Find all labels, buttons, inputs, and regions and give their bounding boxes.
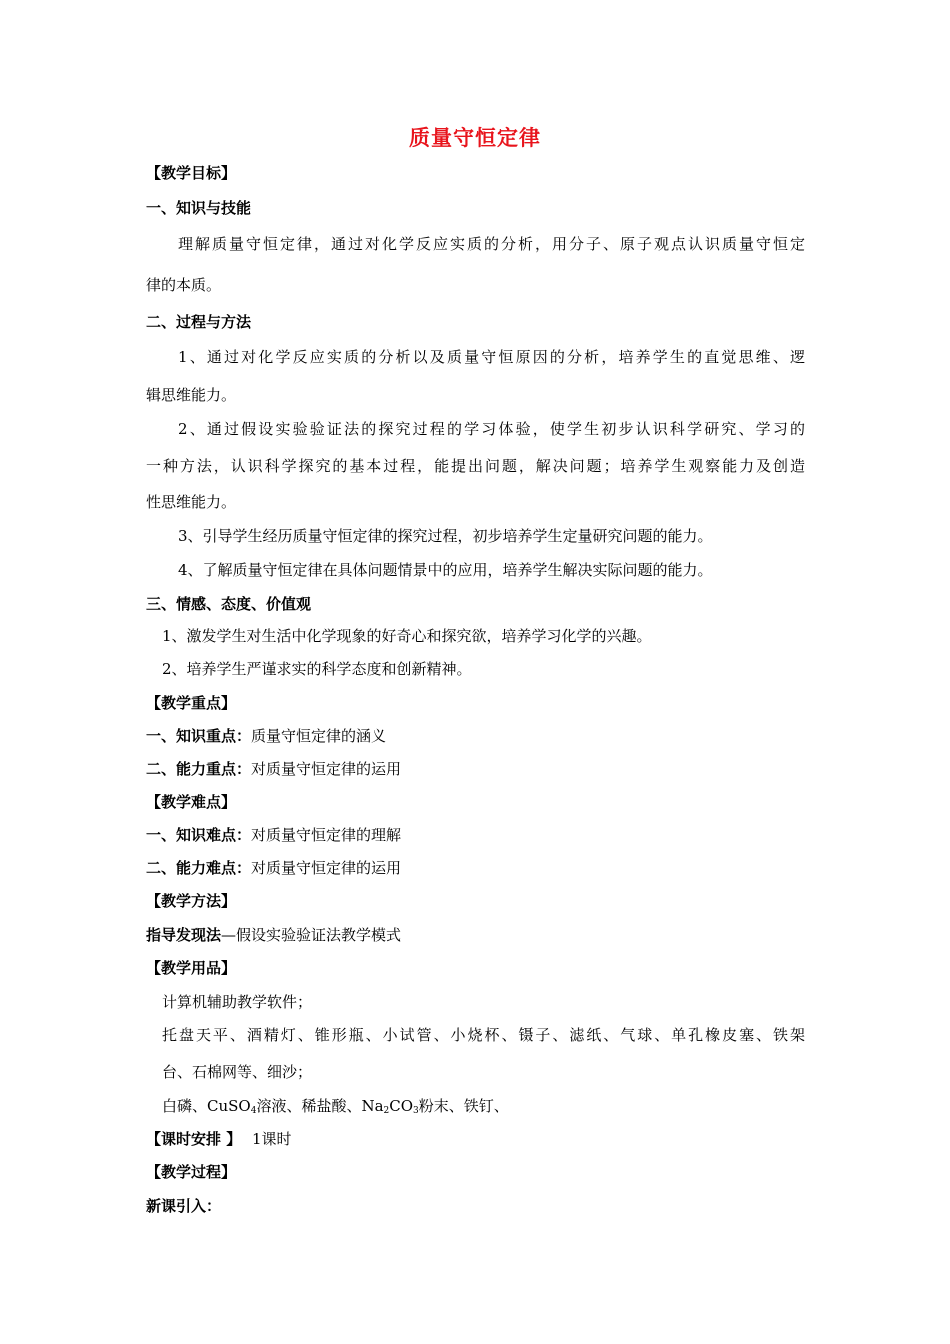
chem-text-c: CO bbox=[389, 1097, 414, 1115]
process-heading: 二、过程与方法 bbox=[146, 313, 252, 331]
knowledge-heading: 一、知识与技能 bbox=[146, 199, 252, 217]
difficulties-heading: 【教学难点】 bbox=[146, 793, 237, 811]
key-points-heading: 【教学重点】 bbox=[146, 694, 237, 712]
chem-text-d: 粉末、铁钉、 bbox=[418, 1097, 509, 1115]
method-text: —假设实验验证法教学模式 bbox=[221, 926, 402, 944]
method-line bbox=[146, 925, 401, 945]
schedule-line bbox=[146, 1129, 292, 1149]
materials-equipment-line1: 托盘天平、酒精灯、锥形瓶、小试管、小烧杯、镊子、滤纸、气球、单孔橡皮塞、铁架 bbox=[162, 1026, 805, 1044]
process-section-heading: 【教学过程】 bbox=[146, 1163, 237, 1181]
knowledge-text-line2: 律的本质。 bbox=[146, 276, 222, 294]
chem-sub-c: 3 bbox=[413, 1106, 419, 1116]
objectives-heading: 【教学目标】 bbox=[146, 164, 237, 182]
emotion-p1: 1、激发学生对生活中化学现象的好奇心和探究欲，培养学习化学的兴趣。 bbox=[162, 627, 652, 645]
method-label: 指导发现法 bbox=[146, 926, 222, 944]
difficulty-knowledge-label: 一、知识难点： bbox=[146, 826, 252, 844]
process-p2-line2: 一种方法，认识科学探究的基本过程，能提出问题，解决问题；培养学生观察能力及创造 bbox=[146, 457, 805, 475]
chem-text-a: 白磷、CuSO bbox=[162, 1097, 251, 1115]
emotion-p2: 2、培养学生严谨求实的科学态度和创新精神。 bbox=[162, 660, 472, 678]
chem-sub-a: 4 bbox=[250, 1106, 257, 1116]
process-p3: 3、引导学生经历质量守恒定律的探究过程，初步培养学生定量研究问题的能力。 bbox=[178, 527, 713, 545]
key-point-knowledge-text: 质量守恒定律的涵义 bbox=[251, 727, 387, 745]
process-p1-line1: 1、通过对化学反应实质的分析以及质量守恒原因的分析，培养学生的直觉思维、逻 bbox=[178, 348, 805, 366]
difficulty-knowledge-text: 对质量守恒定律的理解 bbox=[251, 826, 402, 844]
process-p1-line2: 辑思维能力。 bbox=[146, 386, 237, 404]
chem-text-b: 溶液、稀盐酸、Na bbox=[256, 1097, 384, 1115]
difficulty-knowledge bbox=[146, 825, 401, 845]
schedule-heading: 【课时安排 】 bbox=[146, 1130, 242, 1148]
chem-sub-b: 2 bbox=[383, 1106, 390, 1116]
materials-software: 计算机辅助教学软件； bbox=[162, 993, 313, 1011]
knowledge-text-line1: 理解质量守恒定律，通过对化学反应实质的分析，用分子、原子观点认识质量守恒定 bbox=[178, 235, 805, 253]
key-point-ability-text: 对质量守恒定律的运用 bbox=[251, 760, 402, 778]
key-point-knowledge bbox=[146, 726, 386, 746]
materials-heading: 【教学用品】 bbox=[146, 959, 237, 977]
difficulty-ability bbox=[146, 858, 401, 878]
key-point-ability bbox=[146, 759, 401, 779]
process-p4: 4、了解质量守恒定律在具体问题情景中的应用，培养学生解决实际问题的能力。 bbox=[178, 561, 713, 579]
materials-chemicals bbox=[162, 1096, 509, 1121]
schedule-value: 1课时 bbox=[252, 1130, 292, 1148]
key-point-knowledge-label: 一、知识重点： bbox=[146, 727, 252, 745]
difficulty-ability-label: 二、能力难点： bbox=[146, 859, 252, 877]
method-heading: 【教学方法】 bbox=[146, 892, 237, 910]
page-title: 质量守恒定律 bbox=[409, 126, 541, 150]
process-section-intro: 新课引入： bbox=[146, 1197, 222, 1215]
key-point-ability-label: 二、能力重点： bbox=[146, 760, 252, 778]
difficulty-ability-text: 对质量守恒定律的运用 bbox=[251, 859, 402, 877]
process-p2-line3: 性思维能力。 bbox=[146, 493, 237, 511]
process-p2-line1: 2、通过假设实验验证法的探究过程的学习体验，使学生初步认识科学研究、学习的 bbox=[178, 420, 805, 438]
materials-equipment-line2: 台、石棉网等、细沙； bbox=[162, 1063, 313, 1081]
emotion-heading: 三、情感、态度、价值观 bbox=[146, 595, 312, 613]
